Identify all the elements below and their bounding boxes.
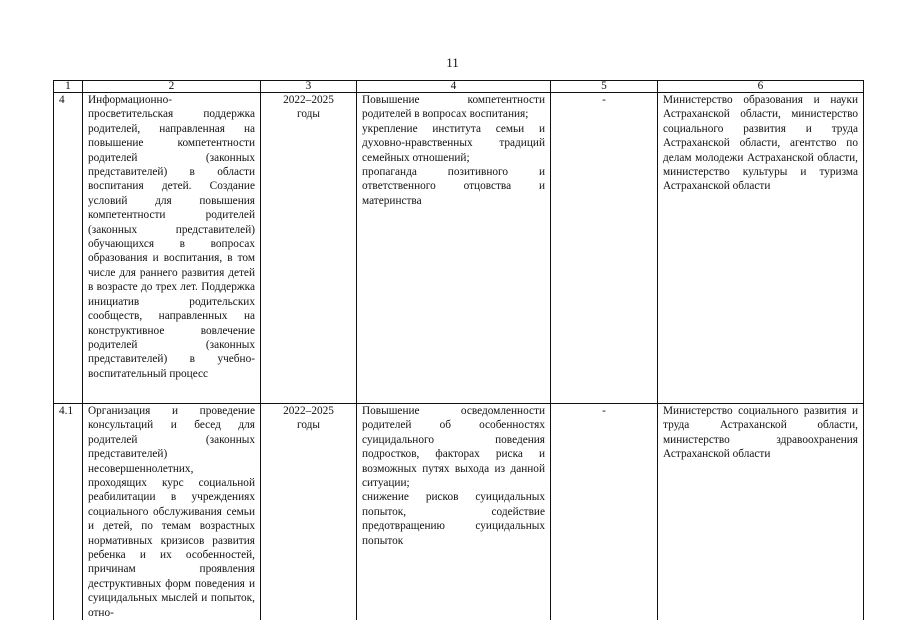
column-header-number: 1 — [54, 81, 83, 93]
measure-cell: Информационно-просветительская поддержка родителей, направленная на повышение компетентности родителей (законных представителей) в области воспитания детей. Создание условий для повышения компетентности родителей (законных представителей) обучающихся в вопросах образования и воспитания, в том числе для раннего развития детей в возрасте до трех лет. Поддержка инициатив родительских сообществ, направленных на конструктивное вовлечение родителей (законных представителей) в учебно-воспитательный процесс — [83, 93, 261, 404]
column-header-funding: 5 — [551, 81, 658, 93]
row-number: 4.1 — [54, 404, 83, 621]
row-number: 4 — [54, 93, 83, 404]
period-cell: 2022–2025 годы — [261, 404, 357, 621]
funding-cell: - — [551, 93, 658, 404]
funding-cell: - — [551, 404, 658, 621]
table-row — [54, 404, 864, 621]
column-header-measure: 2 — [83, 81, 261, 93]
column-header-result: 4 — [357, 81, 551, 93]
table-row — [54, 93, 864, 404]
result-cell: Повышение осведомленности родителей об особенностях суицидального поведения подростков, факторах риска и возможных путях выхода из данной ситуации; снижение рисков суицидальных попыток, содействие предотвращению суицидальных попыток — [357, 404, 551, 621]
page-number: 11 — [446, 55, 459, 70]
period-cell: 2022–2025 годы — [261, 93, 357, 404]
result-cell: Повышение компетентности родителей в вопросах воспитания; укрепление института семьи и духовно-нравственных традиций семейных отношений; пропаганда позитивного и ответственного отцовства и материнства — [357, 93, 551, 404]
executors-cell: Министерство социального развития и труда Астраханской области, министерство здравоохранения Астраханской области — [658, 404, 864, 621]
column-header-executors: 6 — [658, 81, 864, 93]
activities-table — [53, 80, 864, 620]
measure-cell: Организация и проведение консультаций и бесед для родителей (законных представителей) несовершеннолетних, проходящих курс социальной реабилитации в учреждениях социального обслуживания семьи и детей, по темам возрастных нормативных кризисов развития ребенка и их особенностей, причинам проявления деструктивных форм поведения и суицидальных мыслей и попыток, отно- — [83, 404, 261, 621]
table-header-row — [54, 81, 864, 93]
column-header-period: 3 — [261, 81, 357, 93]
executors-cell: Министерство образования и науки Астраханской области, министерство социального развития и труда Астраханской области, агентство по делам молодежи Астраханской области, министерство культуры и туризма Астраханской области — [658, 93, 864, 404]
